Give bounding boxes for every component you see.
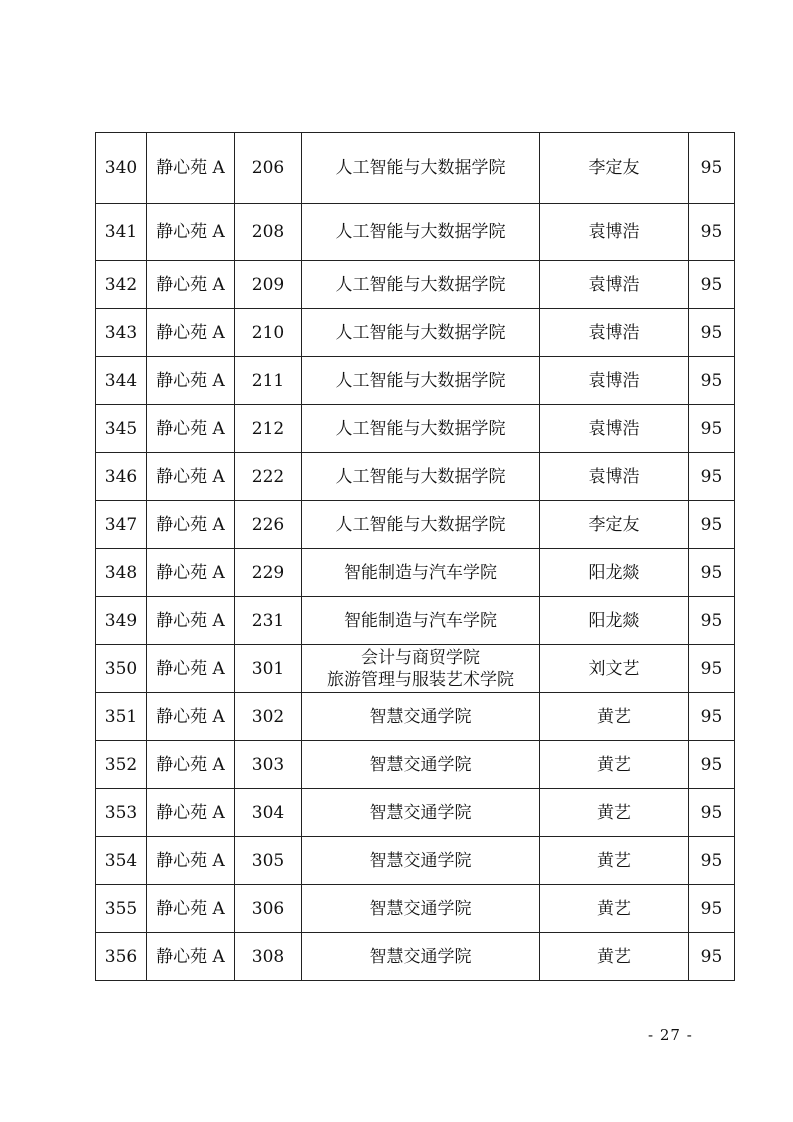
room-cell: 306	[235, 885, 302, 933]
person-in-charge-cell: 李定友	[540, 133, 689, 204]
score-cell: 95	[689, 133, 735, 204]
room-cell: 226	[235, 501, 302, 549]
room-cell: 231	[235, 597, 302, 645]
score-cell: 95	[689, 453, 735, 501]
row-number-cell: 340	[96, 133, 147, 204]
page-number: - 27 -	[648, 1026, 693, 1044]
college-line: 人工智能与大数据学院	[335, 222, 506, 242]
building-cell: 静心苑 A	[147, 645, 235, 693]
person-in-charge-cell: 刘文艺	[540, 645, 689, 693]
building-cell: 静心苑 A	[147, 357, 235, 405]
college-line: 智慧交通学院	[369, 706, 472, 727]
person-in-charge-cell: 李定友	[540, 501, 689, 549]
dormitory-inspection-table	[95, 132, 735, 981]
college-line: 智慧交通学院	[369, 802, 472, 823]
score-cell: 95	[689, 837, 735, 885]
room-cell: 308	[235, 933, 302, 981]
person-in-charge-cell: 黄艺	[540, 789, 689, 837]
college-line: 智慧交通学院	[369, 898, 472, 919]
person-in-charge-cell: 袁博浩	[540, 204, 689, 261]
college-cell	[302, 645, 540, 693]
table-row	[96, 885, 735, 933]
score-cell: 95	[689, 933, 735, 981]
table-row	[96, 837, 735, 885]
person-in-charge-cell: 袁博浩	[540, 261, 689, 309]
score-cell: 95	[689, 597, 735, 645]
college-cell	[302, 357, 540, 405]
table-row	[96, 789, 735, 837]
college-cell	[302, 549, 540, 597]
building-cell: 静心苑 A	[147, 261, 235, 309]
row-number-cell: 350	[96, 645, 147, 693]
college-cell	[302, 885, 540, 933]
row-number-cell: 345	[96, 405, 147, 453]
college-line: 智能制造与汽车学院	[344, 610, 497, 631]
building-cell: 静心苑 A	[147, 789, 235, 837]
building-cell: 静心苑 A	[147, 309, 235, 357]
college-line: 智慧交通学院	[369, 754, 472, 775]
room-cell: 212	[235, 405, 302, 453]
college-line: 会计与商贸学院	[361, 647, 480, 668]
row-number-cell: 352	[96, 741, 147, 789]
room-cell: 301	[235, 645, 302, 693]
score-cell: 95	[689, 405, 735, 453]
college-cell	[302, 501, 540, 549]
row-number-cell: 353	[96, 789, 147, 837]
college-cell	[302, 933, 540, 981]
table-row	[96, 133, 735, 204]
room-cell: 229	[235, 549, 302, 597]
table-row	[96, 453, 735, 501]
building-cell: 静心苑 A	[147, 693, 235, 741]
person-in-charge-cell: 袁博浩	[540, 309, 689, 357]
college-line: 智慧交通学院	[369, 850, 472, 871]
college-line: 旅游管理与服装艺术学院	[327, 669, 514, 690]
table-row	[96, 405, 735, 453]
room-cell: 304	[235, 789, 302, 837]
score-cell: 95	[689, 357, 735, 405]
row-number-cell: 356	[96, 933, 147, 981]
college-cell	[302, 837, 540, 885]
table-row	[96, 357, 735, 405]
person-in-charge-cell: 黄艺	[540, 741, 689, 789]
room-cell: 206	[235, 133, 302, 204]
table-row	[96, 933, 735, 981]
college-cell	[302, 309, 540, 357]
table-row	[96, 309, 735, 357]
building-cell: 静心苑 A	[147, 501, 235, 549]
table-row	[96, 204, 735, 261]
row-number-cell: 341	[96, 204, 147, 261]
college-cell	[302, 741, 540, 789]
row-number-cell: 355	[96, 885, 147, 933]
room-cell: 222	[235, 453, 302, 501]
building-cell: 静心苑 A	[147, 133, 235, 204]
person-in-charge-cell: 黄艺	[540, 837, 689, 885]
table-row	[96, 501, 735, 549]
college-line: 智能制造与汽车学院	[344, 562, 497, 583]
college-line: 人工智能与大数据学院	[335, 418, 506, 439]
college-cell	[302, 133, 540, 204]
building-cell: 静心苑 A	[147, 453, 235, 501]
college-line: 人工智能与大数据学院	[335, 322, 506, 343]
building-cell: 静心苑 A	[147, 837, 235, 885]
college-cell	[302, 405, 540, 453]
row-number-cell: 343	[96, 309, 147, 357]
college-line: 人工智能与大数据学院	[335, 158, 506, 178]
room-cell: 305	[235, 837, 302, 885]
building-cell: 静心苑 A	[147, 405, 235, 453]
person-in-charge-cell: 黄艺	[540, 693, 689, 741]
table-row	[96, 741, 735, 789]
building-cell: 静心苑 A	[147, 741, 235, 789]
college-cell	[302, 693, 540, 741]
room-cell: 302	[235, 693, 302, 741]
row-number-cell: 354	[96, 837, 147, 885]
table-row	[96, 549, 735, 597]
college-line: 人工智能与大数据学院	[335, 370, 506, 391]
college-cell	[302, 597, 540, 645]
person-in-charge-cell: 袁博浩	[540, 405, 689, 453]
building-cell: 静心苑 A	[147, 549, 235, 597]
row-number-cell: 347	[96, 501, 147, 549]
score-cell: 95	[689, 501, 735, 549]
row-number-cell: 342	[96, 261, 147, 309]
person-in-charge-cell: 阳龙燚	[540, 597, 689, 645]
table-row	[96, 693, 735, 741]
building-cell: 静心苑 A	[147, 933, 235, 981]
person-in-charge-cell: 袁博浩	[540, 453, 689, 501]
person-in-charge-cell: 黄艺	[540, 885, 689, 933]
score-cell: 95	[689, 693, 735, 741]
score-cell: 95	[689, 549, 735, 597]
table-row	[96, 261, 735, 309]
score-cell: 95	[689, 309, 735, 357]
row-number-cell: 348	[96, 549, 147, 597]
room-cell: 210	[235, 309, 302, 357]
row-number-cell: 351	[96, 693, 147, 741]
score-cell: 95	[689, 645, 735, 693]
college-line: 人工智能与大数据学院	[335, 274, 506, 295]
college-cell	[302, 789, 540, 837]
person-in-charge-cell: 黄艺	[540, 933, 689, 981]
building-cell: 静心苑 A	[147, 204, 235, 261]
score-cell: 95	[689, 261, 735, 309]
room-cell: 209	[235, 261, 302, 309]
table-body	[96, 133, 735, 981]
row-number-cell: 349	[96, 597, 147, 645]
college-line: 人工智能与大数据学院	[335, 466, 506, 487]
building-cell: 静心苑 A	[147, 597, 235, 645]
table-row	[96, 645, 735, 693]
row-number-cell: 344	[96, 357, 147, 405]
college-cell	[302, 204, 540, 261]
college-cell	[302, 453, 540, 501]
score-cell: 95	[689, 885, 735, 933]
table-row	[96, 597, 735, 645]
person-in-charge-cell: 阳龙燚	[540, 549, 689, 597]
room-cell: 303	[235, 741, 302, 789]
college-cell	[302, 261, 540, 309]
row-number-cell: 346	[96, 453, 147, 501]
room-cell: 208	[235, 204, 302, 261]
person-in-charge-cell: 袁博浩	[540, 357, 689, 405]
score-cell: 95	[689, 789, 735, 837]
building-cell: 静心苑 A	[147, 885, 235, 933]
college-line: 智慧交通学院	[369, 946, 472, 967]
room-cell: 211	[235, 357, 302, 405]
college-line: 人工智能与大数据学院	[335, 514, 506, 535]
score-cell: 95	[689, 741, 735, 789]
score-cell: 95	[689, 204, 735, 261]
